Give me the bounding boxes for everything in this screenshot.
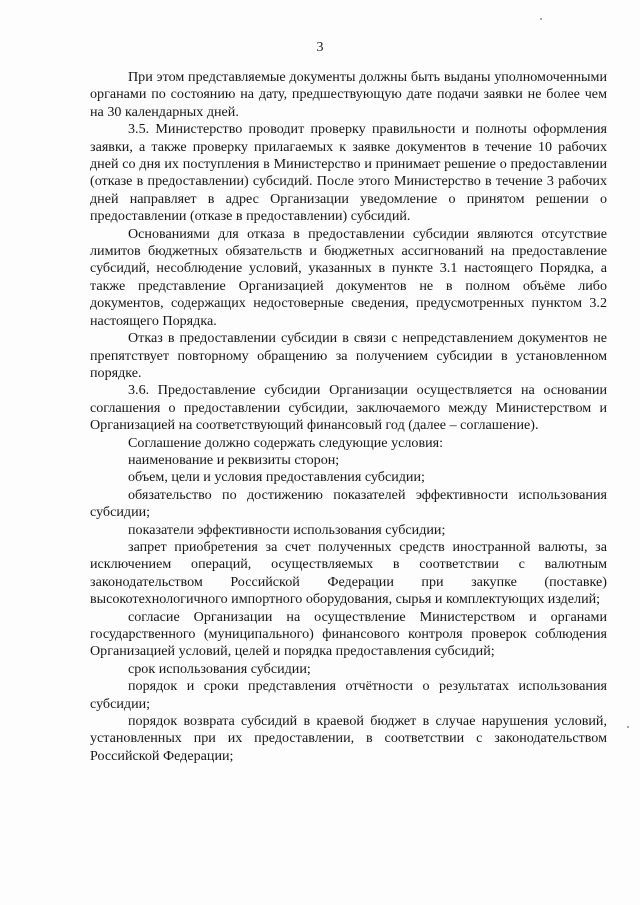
list-item-reporting: порядок и сроки представления отчётности о результатах использования субсидии;: [90, 678, 607, 712]
scan-speck: [540, 18, 542, 20]
page-number: 3: [316, 40, 324, 55]
paragraph-3-6-agreement: 3.6. Предоставление субсидии Организации осуществляется на основании соглашения о предоставлении субсидии, заключаемого между Министерством и Организацией на соответствующий финансовый год (далее – соглашение).: [90, 382, 607, 434]
paragraph-refusal-grounds: Основаниями для отказа в предоставлении субсидии являются отсутствие лимитов бюджетных обязательств и бюджетных ассигнований на предоставление субсидий, несоблюдение условий, указанных в пункте 3.1 настоящего Порядка, а также представление Организацией документов не в полном объёме либо документов, содержащих недостоверные сведения, предусмотренных пунктом 3.2 настоящего Порядка.: [90, 225, 607, 329]
scan-speck: [627, 726, 629, 728]
list-item-performance-indicators: показатели эффективности использования субсидии;: [128, 521, 446, 538]
list-item-amount-goals: объем, цели и условия предоставления субсидии;: [128, 469, 425, 486]
paragraph-3-5-review: 3.5. Министерство проводит проверку правильности и полноты оформления заявки, а также проверку прилагаемых к заявке документов в течение 10 рабочих дней со дня их поступления в Министерство и принимает решение о предоставлении (отказе в предоставлении) субсидий. После этого Министерство в течение 3 рабочих дней направляет в адрес Организации уведомление о принятом решении о предоставлении (отказе в предоставлении) субсидий.: [90, 121, 607, 225]
list-item-audit-consent: согласие Организации на осуществление Министерством и органами государственного (муниципального) финансового контроля проверок соблюдения Организацией условий, целей и порядка предоставления субсидий;: [90, 608, 607, 660]
paragraph-refusal-reapply: Отказ в предоставлении субсидии в связи с непредставлением документов не препятствует повторному обращению за получением субсидии в установленном порядке.: [90, 330, 607, 381]
list-item-usage-term: срок использования субсидии;: [128, 660, 311, 677]
paragraph-documents-validity: При этом представляемые документы должны быть выданы уполномоченными органами по состоянию на дату, предшествующую дате подачи заявки не более чем на 30 календарных дней.: [90, 69, 607, 120]
list-item-refund-procedure: порядок возврата субсидий в краевой бюджет в случае нарушения условий, установленных при их предоставлении, в соответствии с законодательством Российской Федерации;: [90, 713, 607, 764]
paragraph-agreement-conditions-intro: Соглашение должно содержать следующие условия:: [128, 434, 444, 451]
list-item-currency-ban: запрет приобретения за счет полученных средств иностранной валюты, за исключением операций, осуществляемых в соответствии с валютным законодательством Российской Федерации при закупке (поставке) высокотехнологичного импортного оборудования, сырья и комплектующих изделий;: [90, 538, 607, 608]
list-item-performance-obligation: обязательство по достижению показателей эффективности использования субсидии;: [90, 486, 607, 521]
list-item-parties: наименование и реквизиты сторон;: [128, 451, 340, 468]
document-body: [90, 69, 607, 765]
